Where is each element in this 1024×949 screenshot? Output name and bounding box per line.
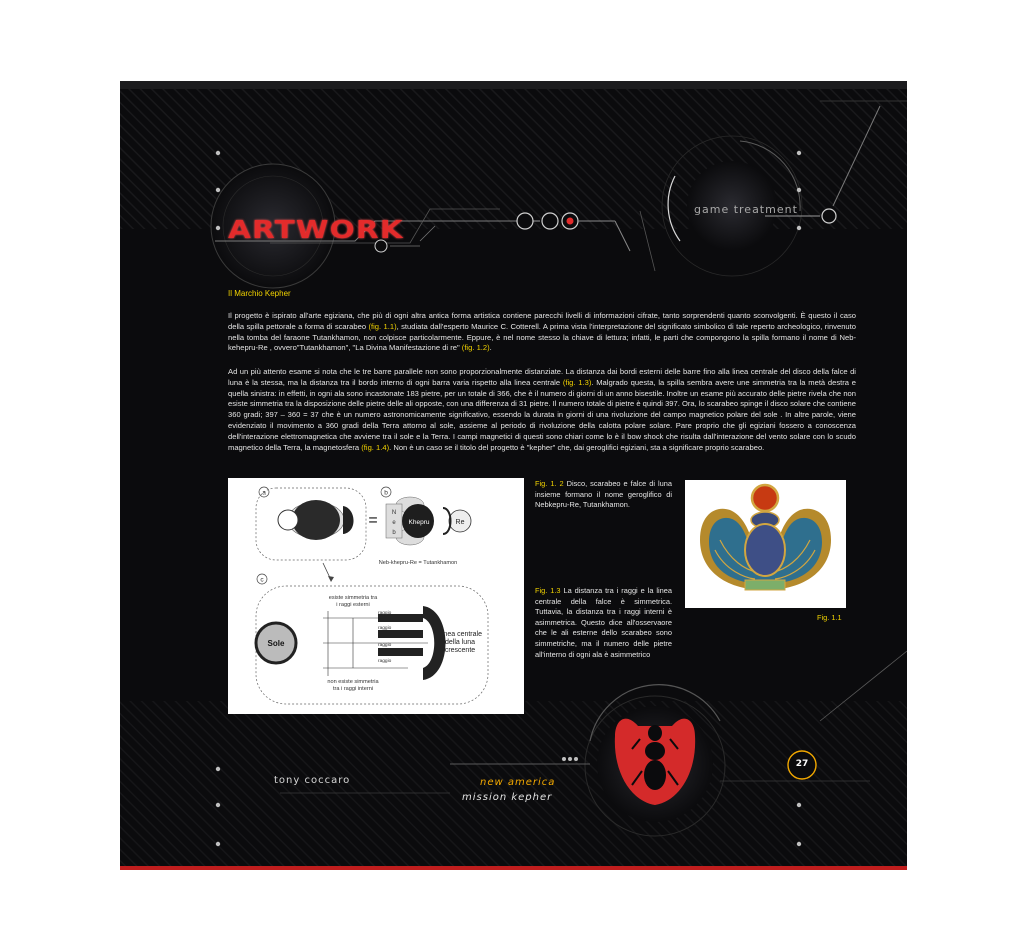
neb-letter: b <box>392 530 396 536</box>
magazine-page <box>120 81 907 870</box>
raggio-label: raggio <box>378 626 392 631</box>
figure-reference: (fig. 1.3) <box>562 377 592 387</box>
text-segment: Il progetto è ispirato all'arte egiziana, che più di ogni altra antica forma artistica contiene parecchi livelli di informazioni cifrate, tanto sorprendenti quanto sconvolgenti. È questo il caso della spilla pettorale a forma di scarabeo <box>228 311 856 331</box>
raggio-label: raggio <box>378 611 392 616</box>
raggio-label: raggio <box>378 659 392 664</box>
node-circle <box>517 213 533 229</box>
figure-reference: (fig. 1.2) <box>461 343 490 353</box>
figure-reference: (fig. 1.4) <box>361 442 390 452</box>
figure-label-1-1: Fig. 1.1 <box>817 613 842 622</box>
background-decoration <box>120 81 907 870</box>
re-label: Re <box>455 519 465 526</box>
caption-text: Disco, scarabeo e falce di luna insieme formano il nome geroglifico di Nebkepru-Re, Tutankhamon. <box>535 479 672 510</box>
figure-caption-1-3 <box>535 586 672 660</box>
sole-label: Sole <box>267 639 285 648</box>
artwork-logo: ARTWORK <box>228 215 404 244</box>
symmetry-bottom-line: non esiste simmetria <box>327 679 379 685</box>
diagram-label-a: a <box>262 489 266 497</box>
scarab-pectoral-photo <box>685 480 846 608</box>
text-segment: . Non è un caso se il titolo del progetto è "kepher" che, dai geroglifici egiziani, sta a significare proprio scarabeo. <box>389 442 765 452</box>
linea-centrale-label: crescente <box>444 647 476 654</box>
symmetry-bottom-line: tra i raggi interni <box>332 686 374 692</box>
page-subtitle: game treatment <box>694 203 798 216</box>
node-circle <box>542 213 558 229</box>
figure-label: Fig. 1. 2 <box>535 479 564 488</box>
bottom-bar <box>120 866 907 870</box>
linea-centrale-label: Linea centrale <box>438 631 482 638</box>
author-name: tony coccaro <box>274 775 351 786</box>
linea-centrale-label: della luna <box>445 639 475 646</box>
text-segment: Ad un più attento esame si nota che le tre barre parallele non sono proporzionalmente distanziate. La distanza dai bordi esterni delle barre fino alla linea centrale del disco della falce di luna è la stessa, ma la distanza tra il bordo interno di ogni barra varia rispetto alla linea centrale <box>228 367 856 387</box>
caption-text: La distanza tra i raggi e la linea centrale della falce è simmetrica. Tuttavia, la distanza tra i raggi interni è asimmetrica. Questo dice all'osservaore che le ali esterne dello scarabeo sono simmetriche, ma il numero delle pietre all'interno di ogni ala è asimmetrico <box>535 586 672 659</box>
diagram-label-c: c <box>260 576 264 584</box>
figure-label: Fig. 1.3 <box>535 586 561 595</box>
figure-caption-1-2 <box>535 479 672 511</box>
page-number: 27 <box>795 759 809 769</box>
text-segment: . <box>489 343 492 353</box>
raggio-label: raggio <box>378 643 392 648</box>
equals-sign: = <box>368 512 378 529</box>
diagram-caption: Neb-khepru-Re = Tutankhamon <box>378 560 458 566</box>
symmetry-top-line: i raggi esterni <box>336 602 370 608</box>
text-segment: , studiata dall'esperto Maurice C. Cotterell. A prima vista l'interpretazione del significato simbolico di tale reperto archeologico, rinvenuto nella tomba del faraone Tutankhamon, non colpisce particolarmente. Eppure, è nel nome stesso la chiave di lettura; infatti, le parti che compongono la spilla formano il nome di Neb-kehepru-Re , ovvero"Tutankhamon", "La Divina Manifestazione di re" <box>228 321 856 353</box>
text-segment: . Malgrado questa, la spilla sembra avere une simmetria tra la metà destra e quella sinistra: in effetti, in ogni ala sono incastonate 183 pietre, per un totale di 366, che è il numero di giorni di un anno bisestile. Inoltre un esame più accurato delle pietre rivela che non esiste simmetria tra la disposizione delle pietre delle ali opposte, con una differenza di 31 pietre. Il numero totale di pietre è quindi 397. Ora, lo scarabeo spinge il disco solare che contiene 360 gradi; 397 – 360 = 37 che è un numero astronomicamente significativo, essendo la durata in giorni di una rivoluzione del campo magnetico polare del sole . In altre parole, viene evidenziato il movimento a 360 gradi della Terra attorno al sole, assieme al periodo di rivoluzione della calotta polare solare. Pare proprio che gli egiziani fossero a conoscenza dell'interazione elettromagnetica che avviene tra il sole e la Terra. I campi magnetici di questi sono chiari come lo è il bow shock che risulta dall'interazione del vento solare con lo scudo magnetico della Terra, la magnetosfera <box>228 377 857 452</box>
khepru-label: Khepru <box>408 519 430 526</box>
symmetry-top-line: esiste simmetria tra <box>328 595 378 601</box>
figure-reference: (fig. 1.1) <box>368 321 397 331</box>
diagram-label-b: b <box>384 489 388 497</box>
series-title: new america <box>480 777 556 788</box>
scarab-diagram-figure <box>228 478 524 714</box>
section-title: Il Marchio Kepher <box>228 289 291 298</box>
mission-title: mission kepher <box>462 792 553 803</box>
neb-letter: e <box>392 520 396 526</box>
neb-letter: N <box>391 510 397 516</box>
body-paragraph <box>228 367 856 453</box>
body-paragraph <box>228 311 856 354</box>
